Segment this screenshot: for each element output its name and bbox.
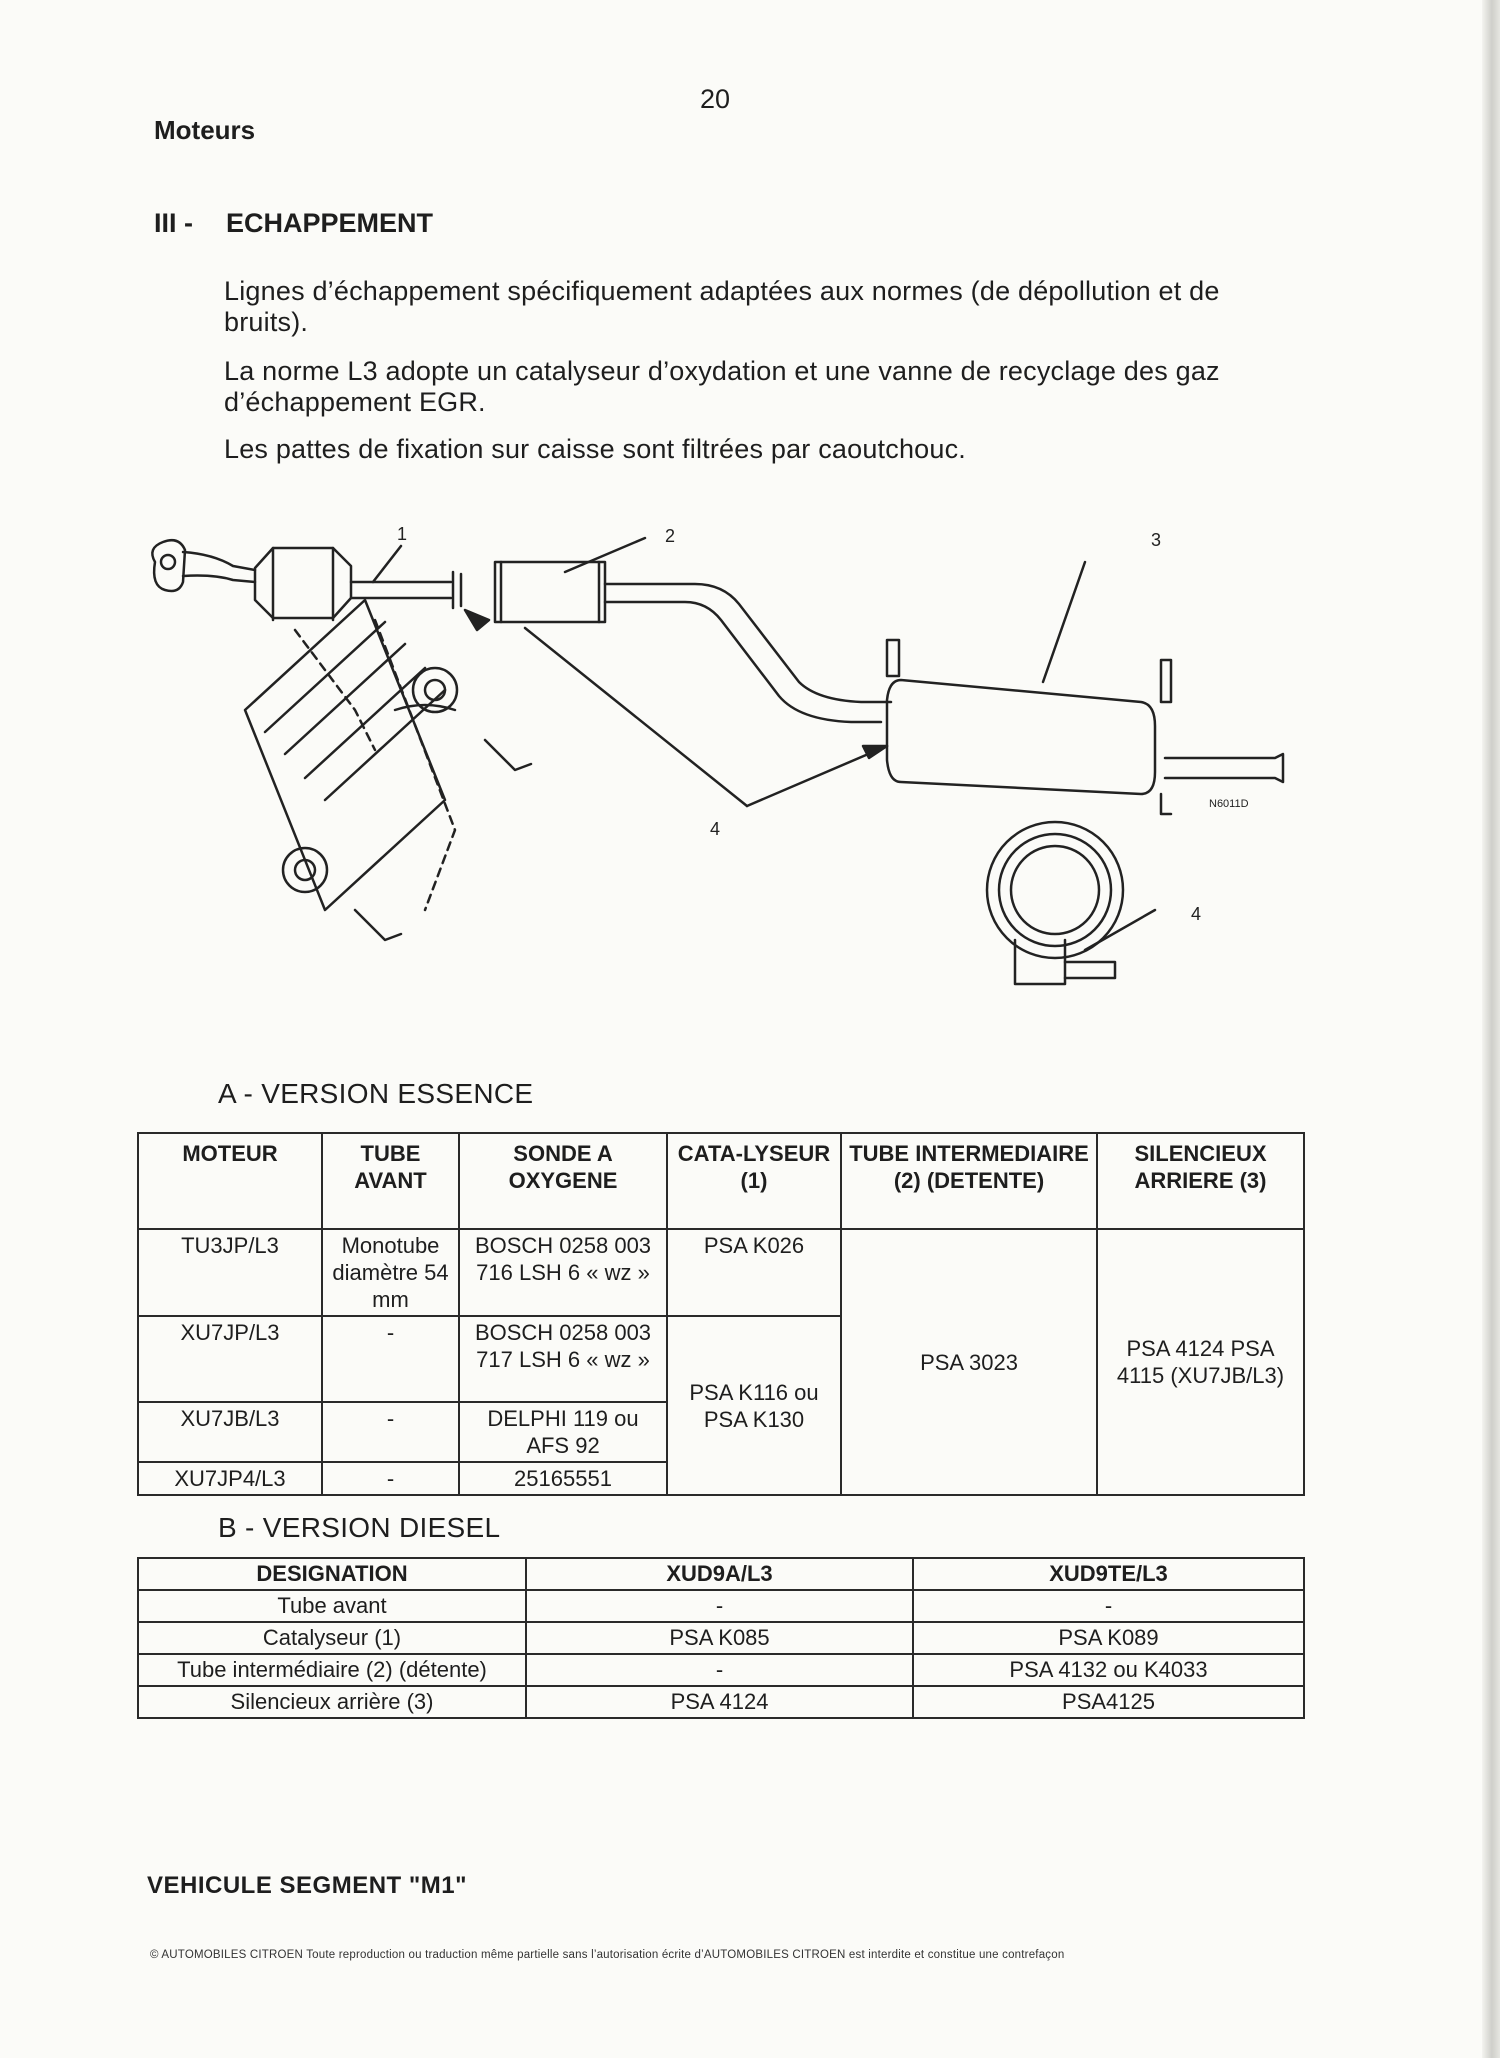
diesel-table — [137, 1557, 1305, 1719]
cell-tube-intermediaire: PSA 3023 — [841, 1229, 1097, 1495]
col-header-sonde: SONDE A OXYGENE — [459, 1133, 667, 1229]
cell-sonde: DELPHI 119 ou AFS 92 — [459, 1402, 667, 1462]
col-header-xud9a: XUD9A/L3 — [526, 1558, 913, 1590]
table-row — [138, 1654, 1304, 1686]
heading-number: III - — [154, 208, 193, 238]
callout-4-clamp: 4 — [1191, 904, 1202, 924]
cell-catalyseur: PSA K116 ou PSA K130 — [667, 1316, 841, 1495]
col-header-tube-intermediaire: TUBE INTERMEDIAIRE (2) (DETENTE) — [841, 1133, 1097, 1229]
exhaust-diagram — [135, 510, 1315, 1010]
cell-sonde: BOSCH 0258 003 716 LSH 6 « wz » — [459, 1229, 667, 1316]
table-row — [138, 1229, 1304, 1316]
cell-moteur: XU7JP/L3 — [138, 1316, 322, 1402]
cell-xud9a: PSA K085 — [526, 1622, 913, 1654]
cell-catalyseur: PSA K026 — [667, 1229, 841, 1316]
vehicle-segment-label: VEHICULE SEGMENT "M1" — [147, 1872, 467, 1899]
cell-tube-avant: - — [322, 1462, 459, 1495]
figure-reference: N6011D — [1209, 798, 1249, 810]
cell-xud9a: PSA 4124 — [526, 1686, 913, 1718]
cell-xud9te: PSA4125 — [913, 1686, 1304, 1718]
callout-3: 3 — [1151, 530, 1162, 550]
cell-xud9te: - — [913, 1590, 1304, 1622]
diesel-title: B - VERSION DIESEL — [218, 1512, 501, 1543]
essence-table — [137, 1132, 1305, 1496]
page-number: 20 — [700, 84, 731, 114]
table-row — [138, 1590, 1304, 1622]
col-header-catalyseur: CATA-LYSEUR (1) — [667, 1133, 841, 1229]
callout-2: 2 — [665, 526, 676, 546]
col-header-moteur: MOTEUR — [138, 1133, 322, 1229]
col-header-designation: DESIGNATION — [138, 1558, 526, 1590]
cell-designation: Catalyseur (1) — [138, 1622, 526, 1654]
table-header-row — [138, 1558, 1304, 1590]
heading-title: ECHAPPEMENT — [226, 208, 434, 238]
table-row — [138, 1622, 1304, 1654]
cell-moteur: XU7JP4/L3 — [138, 1462, 322, 1495]
paragraph-fixation: Les pattes de fixation sur caisse sont filtrées par caoutchouc. — [224, 434, 966, 464]
cell-tube-avant: - — [322, 1316, 459, 1402]
essence-title: A - VERSION ESSENCE — [218, 1078, 534, 1109]
callout-4: 4 — [710, 819, 721, 839]
cell-designation: Silencieux arrière (3) — [138, 1686, 526, 1718]
table-row — [138, 1686, 1304, 1718]
cell-sonde: 25165551 — [459, 1462, 667, 1495]
col-header-tube-avant: TUBE AVANT — [322, 1133, 459, 1229]
cell-moteur: TU3JP/L3 — [138, 1229, 322, 1316]
table-header-row — [138, 1133, 1304, 1229]
cell-xud9a: - — [526, 1590, 913, 1622]
paragraph-norms: Lignes d’échappement spécifiquement adaptées aux normes (de dépollution et de bruits). — [224, 276, 1220, 337]
callout-1: 1 — [397, 524, 408, 544]
cell-tube-avant: - — [322, 1402, 459, 1462]
cell-silencieux: PSA 4124 PSA 4115 (XU7JB/L3) — [1097, 1229, 1304, 1495]
cell-xud9te: PSA K089 — [913, 1622, 1304, 1654]
copyright-notice: © AUTOMOBILES CITROEN Toute reproduction ou traduction même partielle sans l’autorisation écrite d’AUTOMOBILES CITROEN est interdite et constitue une contrefaçon — [150, 1949, 1065, 1961]
col-header-xud9te: XUD9TE/L3 — [913, 1558, 1304, 1590]
col-header-silencieux: SILENCIEUX ARRIERE (3) — [1097, 1133, 1304, 1229]
paragraph-l3: La norme L3 adopte un catalyseur d’oxydation et une vanne de recyclage des gaz d’échappement EGR. — [224, 356, 1220, 417]
cell-designation: Tube intermédiaire (2) (détente) — [138, 1654, 526, 1686]
cell-xud9a: - — [526, 1654, 913, 1686]
section-label: Moteurs — [154, 115, 256, 145]
page-edge — [1482, 0, 1500, 2058]
section-heading — [154, 208, 433, 239]
cell-tube-avant: Monotube diamètre 54 mm — [322, 1229, 459, 1316]
cell-xud9te: PSA 4132 ou K4033 — [913, 1654, 1304, 1686]
cell-moteur: XU7JB/L3 — [138, 1402, 322, 1462]
cell-sonde: BOSCH 0258 003 717 LSH 6 « wz » — [459, 1316, 667, 1402]
cell-designation: Tube avant — [138, 1590, 526, 1622]
